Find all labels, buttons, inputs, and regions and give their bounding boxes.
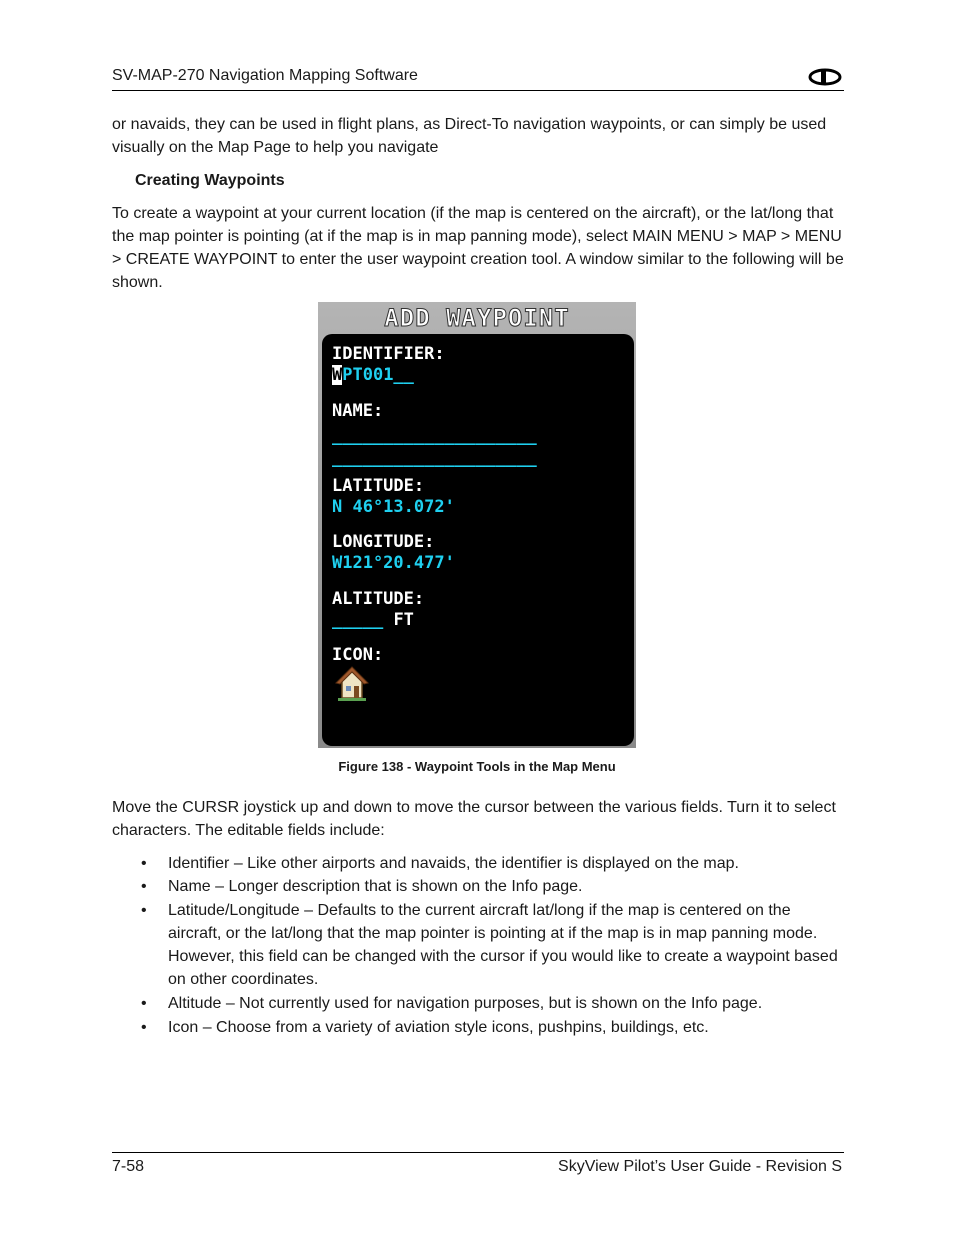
section-heading: Creating Waypoints xyxy=(135,172,285,189)
identifier-label: IDENTIFIER: xyxy=(332,344,445,364)
altitude-unit: FT xyxy=(393,610,414,630)
list-item: Name – Longer description that is shown on the Info page. xyxy=(168,878,583,895)
house-icon[interactable] xyxy=(334,664,370,702)
altitude-label: ALTITUDE: xyxy=(332,589,425,609)
list-item: Latitude/Longitude – Defaults to the current aircraft lat/long if the map is centered on the aircraft, or the lat/long that the map pointer is pointing at if the map is in map panning mode. However, this field can be changed with the cursor if you would like to create a waypoint based on other coordinates. xyxy=(168,902,838,988)
longitude-field[interactable]: W121°20.477' xyxy=(332,553,455,573)
intro-paragraph: or navaids, they can be used in flight plans, as Direct-To navigation waypoints, or can simply be used visually on the Map Page to help you navigate xyxy=(112,116,827,156)
name-label: NAME: xyxy=(332,401,384,421)
altitude-field[interactable] xyxy=(332,610,414,630)
figure-caption: Figure 138 - Waypoint Tools in the Map Menu xyxy=(338,759,616,774)
altitude-value: _____ xyxy=(332,610,384,630)
instructions-paragraph: Move the CURSR joystick up and down to move the cursor between the various fields. Turn it to select characters. The editable fields include: xyxy=(112,799,836,839)
page-header xyxy=(112,66,844,91)
latitude-field[interactable]: N 46°13.072' xyxy=(332,497,455,517)
page-footer xyxy=(112,1152,844,1175)
list-item: Icon – Choose from a variety of aviation style icons, pushpins, buildings, etc. xyxy=(168,1019,709,1036)
bullet-marker: • xyxy=(141,995,147,1012)
add-waypoint-screenshot xyxy=(318,302,636,748)
icon-label: ICON: xyxy=(332,645,384,665)
document-title: SkyView Pilot’s User Guide - Revision S xyxy=(558,1158,842,1175)
list-item: Altitude – Not currently used for navigation purposes, but is shown on the Info page. xyxy=(168,995,763,1012)
latitude-label: LATITUDE: xyxy=(332,476,425,496)
list-item: Identifier – Like other airports and navaids, the identifier is displayed on the map. xyxy=(168,855,739,872)
screen-title: ADD WAYPOINT xyxy=(384,304,570,332)
identifier-value: PT001__ xyxy=(342,365,414,385)
identifier-field[interactable] xyxy=(332,365,414,385)
name-field-line-1[interactable]: ____________________ xyxy=(332,426,537,446)
section-paragraph: To create a waypoint at your current location (if the map is centered on the aircraft), or the lat/long that the map pointer is pointing (at if the map is in map panning mode), select MAIN MENU > MAP > MENU > CREATE WAYPOINT to enter the user waypoint creation tool. A window similar to the following will be shown. xyxy=(112,205,844,291)
name-field-line-2[interactable]: ____________________ xyxy=(332,448,537,468)
bullet-marker: • xyxy=(141,902,147,919)
waypoint-screen xyxy=(322,334,634,746)
header-title: SV-MAP-270 Navigation Mapping Software xyxy=(112,67,418,84)
bullet-marker: • xyxy=(141,855,147,872)
text-cursor: W xyxy=(332,365,343,385)
dynon-logo-icon xyxy=(808,68,842,86)
bullet-marker: • xyxy=(141,878,147,895)
longitude-label: LONGITUDE: xyxy=(332,532,435,552)
bullet-marker: • xyxy=(141,1019,147,1036)
page-number: 7-58 xyxy=(112,1158,145,1175)
